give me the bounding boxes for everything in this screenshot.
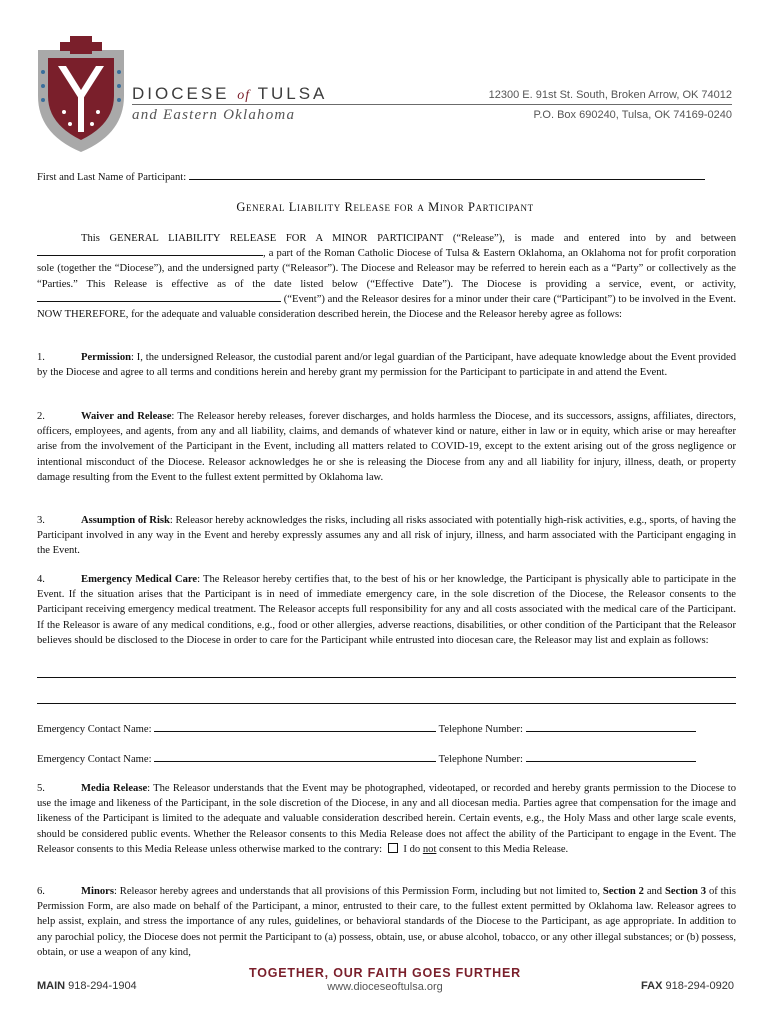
party-name-field[interactable] bbox=[37, 246, 263, 256]
section-permission: 1. Permission: I, the undersigned Releasor, the custodial parent and/or legal guardian of the Participant, have adequate knowledge about the Event provided by the Diocese and agree to all terms and conditions herein and hereby grant my permission for the Participant to participate in and attend the Event. bbox=[37, 352, 736, 379]
footer-website[interactable]: www.dioceseoftulsa.org bbox=[327, 981, 443, 993]
section-minors: 6. Minors: Releasor hereby agrees and understands that all provisions of this Permission Form, including but not limited to, Section 2 and Section 3 of this Permission Form, are also made on behalf of the Participant, a minor, entrusted to their care, to the fullest extent permitted by Oklahoma law. Releasor agrees to help assist, explain, and stress the importance of any rules, guidelines, or behavioral standards of the Diocese to the Participant, as age appropriate. In addition to any parochial policy, the Diocese does not permit the Participant to (a) possess, obtain, use, or abuse alcohol, tobacco, or any other illegal substances; or (b) possess, obtain, or use a weapon of any kind, bbox=[37, 886, 736, 958]
emergency-phone-2[interactable] bbox=[526, 752, 696, 762]
footer-tagline: TOGETHER, OUR FAITH GOES FURTHER bbox=[249, 966, 521, 980]
intro-paragraph: This GENERAL LIABILITY RELEASE FOR A MINOR PARTICIPANT (“Release”), is made and entered into by and between , a part of the Roman Catholic Diocese of Tulsa & Eastern Oklahoma, an Oklahoma not for profit corporation sole (together the “Diocese”), and the undersigned party (“Releasor”). The Diocese and Releasor may be referred to herein each as a “Party” or collectively as the “Parties.” This Release is effective as of the date listed below (“Effective Date”). The Diocese is providing a service, event, or activity, (“Event”) and the Releasor desires for a minor under their care (“Participant”) to be involved in the Event. NOW THEREFORE, for the adequate and valuable consideration described herein, the Diocese and the Releasor hereby agree as follows: bbox=[37, 233, 736, 321]
diocese-crest-logo bbox=[34, 36, 128, 154]
address-line-1: 12300 E. 91st St. South, Broken Arrow, OK 74012 bbox=[488, 89, 732, 101]
emergency-phone-1[interactable] bbox=[526, 722, 696, 732]
emergency-contact-row-1: Emergency Contact Name: Telephone Number: bbox=[37, 722, 736, 735]
org-subtitle: and Eastern Oklahoma bbox=[132, 107, 296, 123]
footer-fax-phone: FAX 918-294-0920 bbox=[641, 980, 734, 992]
participant-name-label: First and Last Name of Participant: bbox=[37, 172, 187, 183]
event-name-field[interactable] bbox=[37, 292, 281, 302]
medical-notes-line-1[interactable] bbox=[37, 677, 736, 678]
section-waiver-release: 2. Waiver and Release: The Releasor hereby releases, forever discharges, and holds harmless the Diocese, and its successors, assigns, affiliates, directors, officers, employees, and agents, from any and all liability, claims, and demands of whatever kind or nature, either in law or in equity, which arise or may hereafter arise from the involvement of the Participant in the Event, including all matters related to COVID-19, except to the extent arising out of the gross negligence or intentional misconduct of the Diocese. Releasor acknowledges he or she is releasing the Diocese from any and all liability for injury, illness, death, or property damage resulting from the Event to the fullest extent permitted by Oklahoma law. bbox=[37, 411, 736, 483]
participant-name-row bbox=[37, 170, 736, 185]
org-name: DIOCESE of TULSA bbox=[132, 84, 328, 103]
emergency-contact-row-2: Emergency Contact Name: Telephone Number: bbox=[37, 752, 736, 765]
section-media-release: 5. Media Release: The Releasor understands that the Event may be photographed, videotaped, or recorded and hereby grants permission to the Diocese to use the image and likeness of the Participant, in the sole discretion of the Diocese, in any and all diocesan media. Parties agree that compensation for the image and likeness of the Participant is limited to the adequate and valuable consideration described herein. Certain events, e.g., the Holy Mass and other large scale events, should be considered public events. Whether the Releasor consents to this Media Release does not affect the ability of the Participant to engage in the Event. The Releasor consents to this Media Release unless otherwise marked to the contrary: I do not consent to this Media Release. bbox=[37, 783, 736, 855]
medical-notes-line-2[interactable] bbox=[37, 703, 736, 704]
section-assumption-risk: 3. Assumption of Risk: Releasor hereby acknowledges the risks, including all risks associated with potentially high-risk activities, e.g., sports, of having the Participant involved in any way in the Event and hereby expressly assumes any and all risk of injury, illness, and harm associated with the Participant engaging in the Event. bbox=[37, 515, 736, 557]
document-title: General Liability Release for a Minor Participant bbox=[236, 200, 534, 214]
footer-main-phone: MAIN 918-294-1904 bbox=[37, 980, 137, 992]
emergency-contact-name-1[interactable] bbox=[154, 722, 436, 732]
participant-name-field[interactable] bbox=[189, 170, 705, 180]
address-line-2: P.O. Box 690240, Tulsa, OK 74169-0240 bbox=[533, 109, 732, 121]
section-emergency-care: 4. Emergency Medical Care: The Releasor hereby certifies that, to the best of his or her knowledge, the Participant is physically able to participate in the Event. If the situation arises that the Participant is in need of immediate emergency care, in the sole discretion of the Diocese, the Releasor consents to the Participant receiving emergency medical treatment. The Releasor accepts full responsibility for any and all costs associated with the medical care of the Participant. If the Releasor is aware of any medical conditions, e.g., food or other allergies, adverse reactions, disabilities, or other condition of the Participant that the Releasor believes should be disclosed to the Diocese in order to care for the Participant while entrusted into diocesan care, the Releasor may list and explain as follows: bbox=[37, 574, 737, 646]
media-optout-checkbox[interactable] bbox=[388, 843, 398, 853]
header-divider bbox=[132, 104, 732, 105]
emergency-contact-name-2[interactable] bbox=[154, 752, 436, 762]
